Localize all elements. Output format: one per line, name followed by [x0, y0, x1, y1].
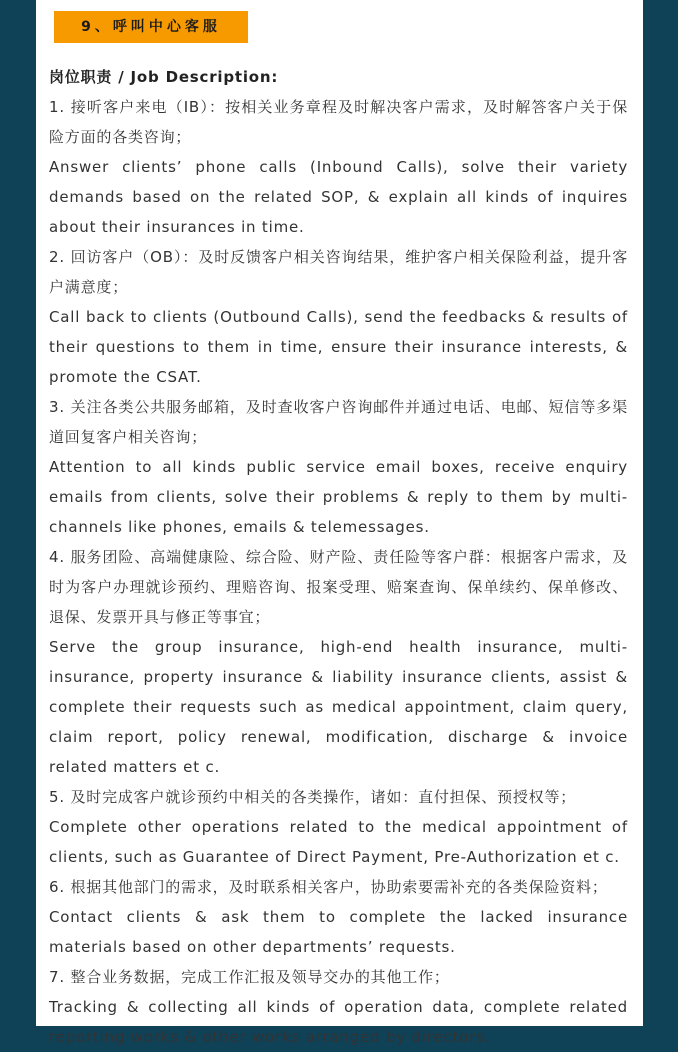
duty-2-zh: 2. 回访客户（OB）：及时反馈客户相关咨询结果，维护客户相关保险利益，提升客户满意度； — [49, 248, 628, 296]
duty-1-zh: 1. 接听客户来电（IB）：按相关业务章程及时解决客户需求，及时解答客户关于保险方面的各类咨询； — [49, 98, 628, 146]
duty-3-zh: 3. 关注各类公共服务邮箱，及时查收客户咨询邮件并通过电话、电邮、短信等多渠道回复客户相关咨询； — [49, 398, 628, 446]
job-description-content — [49, 62, 628, 1052]
duty-1-en: Answer clients’ phone calls (Inbound Calls), solve their variety demands based on the related SOP, & explain all kinds of inquires about their insurances in time. — [49, 158, 628, 236]
article-page — [36, 0, 643, 1046]
duty-3-en: Attention to all kinds public service email boxes, receive enquiry emails from clients, solve their problems & reply to them by multi-channels like phones, emails & telemessages. — [49, 458, 628, 536]
duty-6-en: Contact clients & ask them to complete the lacked insurance materials based on other departments’ requests. — [49, 908, 628, 956]
duty-7-en: Tracking & collecting all kinds of operation data, complete related reporting works & other works arranged by directors. — [49, 998, 628, 1046]
duty-5-zh: 5. 及时完成客户就诊预约中相关的各类操作，诸如：直付担保、预授权等； — [49, 788, 577, 806]
section-number-badge: 9、呼叫中心客服 — [54, 11, 248, 43]
duty-4-en: Serve the group insurance, high-end health insurance, multi-insurance, property insurance & liability insurance clients, assist & complete their requests such as medical appointment, claim query, claim report, policy renewal, modification, discharge & invoice related matters et c. — [49, 638, 628, 776]
job-description-heading: 岗位职责 / Job Description: — [49, 68, 279, 86]
duty-6-zh: 6. 根据其他部门的需求，及时联系相关客户，协助索要需补充的各类保险资料； — [49, 878, 608, 896]
duty-5-en: Complete other operations related to the medical appointment of clients, such as Guarantee of Direct Payment, Pre-Authorization et c. — [49, 818, 628, 866]
duty-2-en: Call back to clients (Outbound Calls), send the feedbacks & results of their questions to them in time, ensure their insurance interests, & promote the CSAT. — [49, 308, 628, 386]
duty-7-zh: 7. 整合业务数据，完成工作汇报及领导交办的其他工作； — [49, 968, 450, 986]
duty-4-zh: 4. 服务团险、高端健康险、综合险、财产险、责任险等客户群：根据客户需求，及时为客户办理就诊预约、理赔咨询、报案受理、赔案查询、保单续约、保单修改、退保、发票开具与修正等事宜； — [49, 548, 628, 626]
